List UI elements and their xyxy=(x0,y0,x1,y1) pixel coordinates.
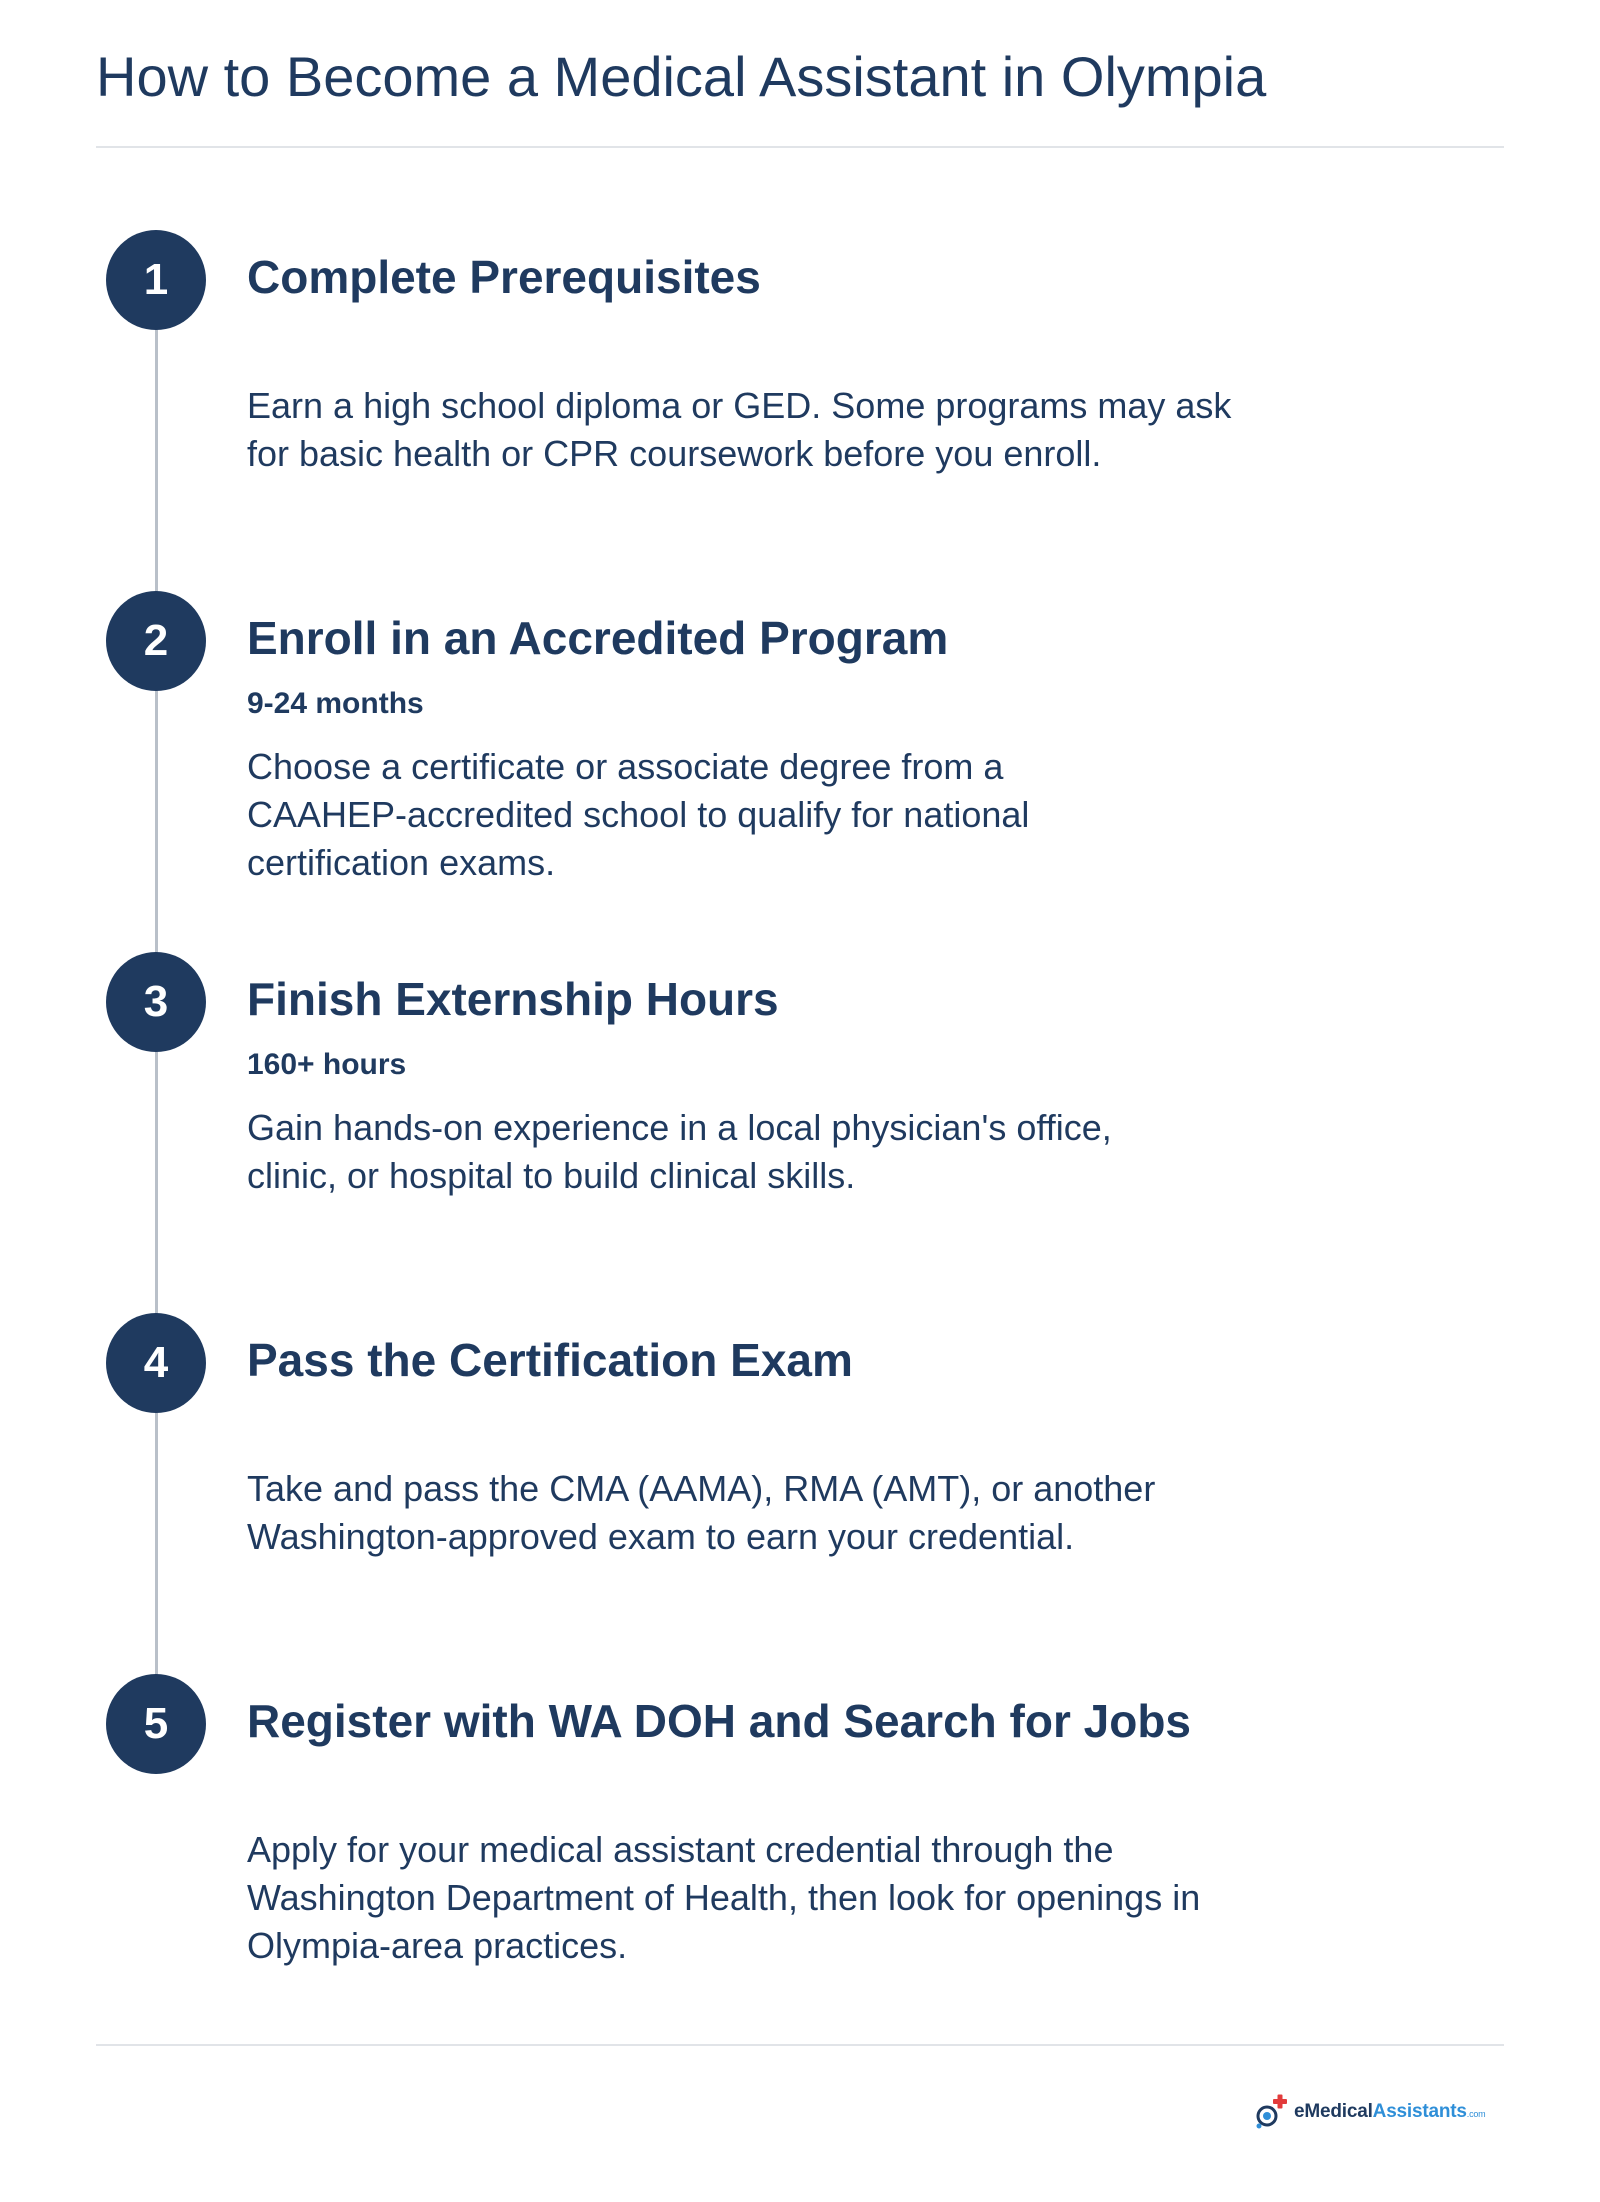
step-description-line: Gain hands-on experience in a local physician's office, xyxy=(247,1107,1112,1148)
step-title: Register with WA DOH and Search for Jobs xyxy=(247,1695,1192,1747)
step-description xyxy=(247,743,1347,887)
step-description-line: Earn a high school diploma or GED. Some programs may ask xyxy=(247,385,1232,426)
step-description xyxy=(247,1826,1347,1970)
step-description-line: CAAHEP-accredited school to qualify for national xyxy=(247,794,1030,835)
step-number-badge: 5 xyxy=(106,1674,206,1774)
emedicalassistants-logo xyxy=(1254,2092,1485,2132)
step-duration: 160+ hours xyxy=(247,1048,407,1081)
step-number-badge: 2 xyxy=(106,591,206,691)
step-title: Enroll in an Accredited Program xyxy=(247,612,949,664)
step-description-line: certification exams. xyxy=(247,842,556,883)
step-description-line: Olympia-area practices. xyxy=(247,1925,628,1966)
logo-wordmark: eMedicalAssistants.com xyxy=(1294,2101,1486,2122)
step-description-line: Apply for your medical assistant credential through the xyxy=(247,1829,1114,1870)
step-description xyxy=(247,1465,1347,1561)
step-description xyxy=(247,382,1347,478)
footer-divider xyxy=(96,2044,1504,2046)
step-description-line: Choose a certificate or associate degree from a xyxy=(247,746,1004,787)
step-duration: 9-24 months xyxy=(247,687,424,720)
step-number-badge: 3 xyxy=(106,952,206,1052)
step-title: Finish Externship Hours xyxy=(247,973,779,1025)
step-title: Pass the Certification Exam xyxy=(247,1334,853,1386)
page-title: How to Become a Medical Assistant in Olympia xyxy=(96,45,1267,108)
step-number-badge: 4 xyxy=(106,1313,206,1413)
header-divider xyxy=(96,146,1504,148)
step-number-badge: 1 xyxy=(106,230,206,330)
step-title: Complete Prerequisites xyxy=(247,251,761,303)
step-description-line: Washington Department of Health, then look for openings in xyxy=(247,1877,1201,1918)
medical-cross-logo-icon xyxy=(1254,2094,1290,2130)
step-description xyxy=(247,1104,1347,1200)
step-description-line: for basic health or CPR coursework before you enroll. xyxy=(247,433,1102,474)
step-description-line: Washington-approved exam to earn your credential. xyxy=(247,1516,1075,1557)
step-description-line: Take and pass the CMA (AAMA), RMA (AMT), or another xyxy=(247,1468,1156,1509)
step-description-line: clinic, or hospital to build clinical skills. xyxy=(247,1155,856,1196)
